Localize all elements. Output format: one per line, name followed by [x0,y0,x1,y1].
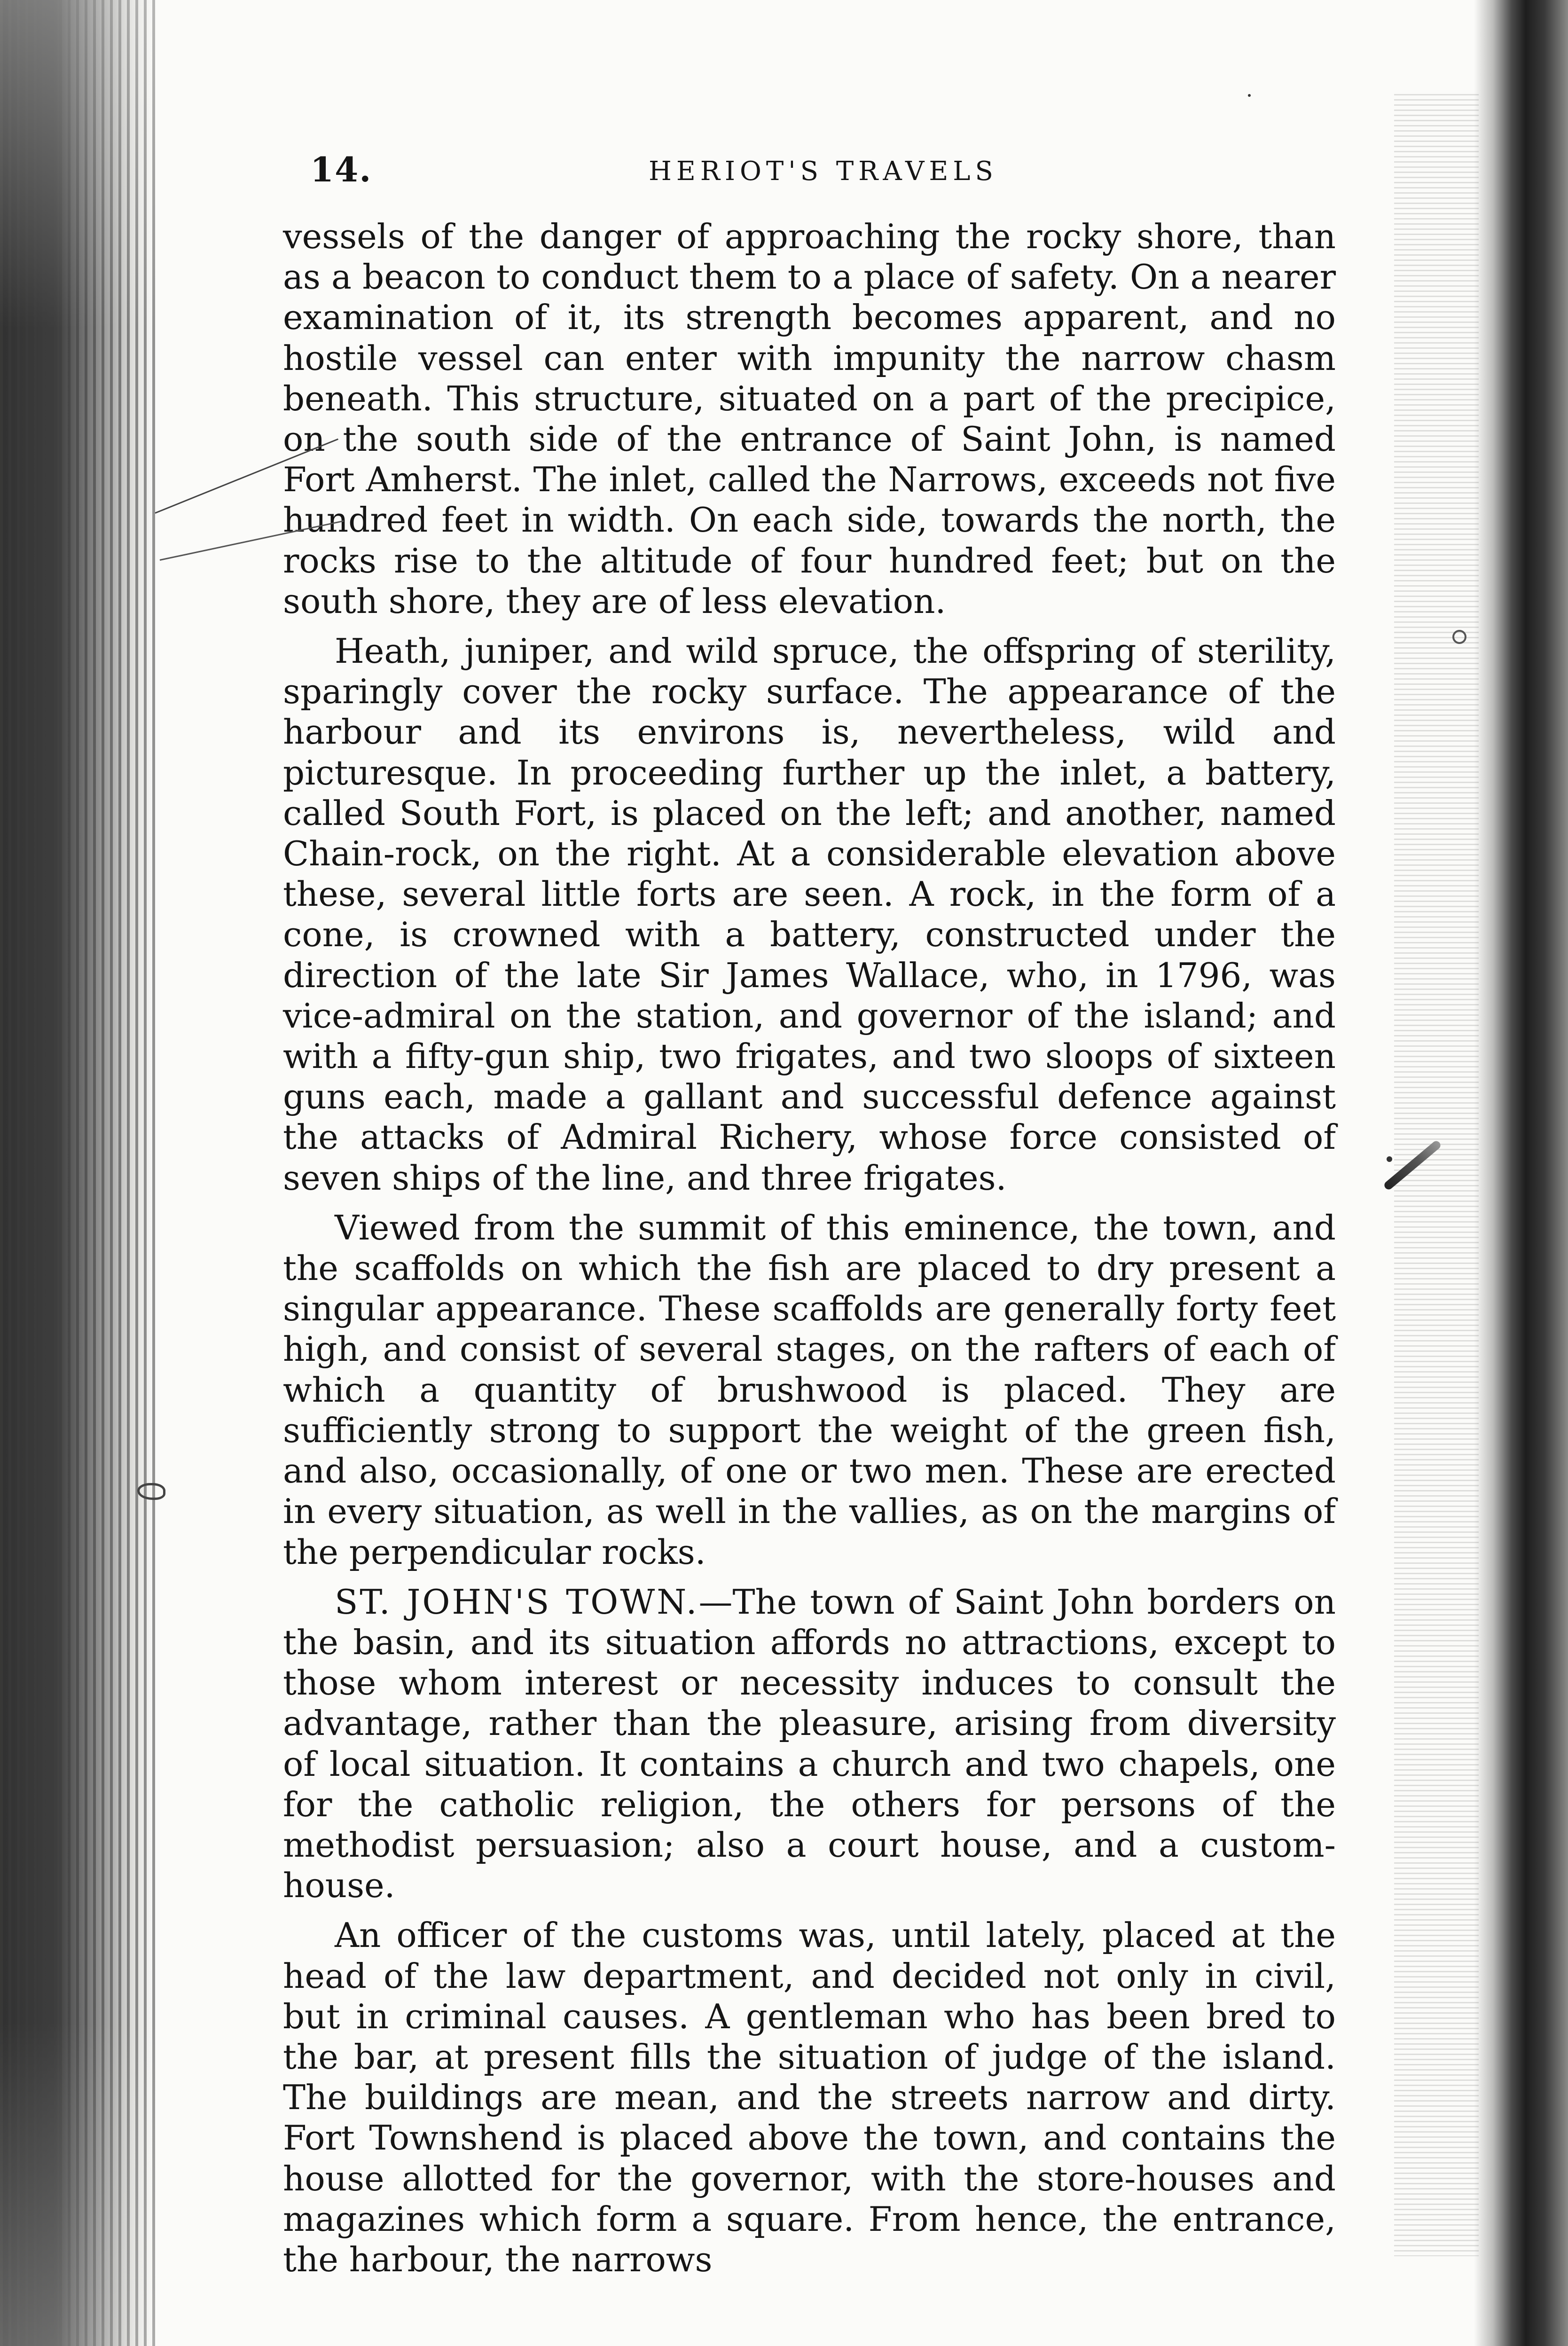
dot-mark [1248,94,1251,97]
page-number: 14. [310,149,372,189]
body-text [283,216,1336,2289]
binding-shadow-fade [0,0,155,2346]
paragraph-4-text: —The town of Saint John borders on the basin, and its situation affords no attractions, except to those whom interest or necessity induces to consult the advantage, rather than the pleasure, arising from diversity of local situation. It contains a church and two chapels, one for the catholic religion, the others for persons of the methodist persuasion; also a court house, and a custom-house. [283,1582,1336,1906]
ring-mark [1452,630,1466,644]
paragraph-5: An officer of the customs was, until lately, placed at the head of the law department, and decided not only in civil, but in criminal causes. A gentleman who has been bred to the bar, at present fills the situation of judge of the island. The buildings are mean, and the streets narrow and dirty. Fort Townshend is placed above the town, and contains the house allotted for the governor, with the store-houses and magazines which form a square. From hence, the entrance, the harbour, the narrows [283,1915,1336,2279]
paragraph-3: Viewed from the summit of this eminence, the town, and the scaffolds on which the fish are placed to dry present a singular appearance. These scaffolds are generally forty feet high, and consist of several stages, on the rafters of each of which a quantity of brushwood is placed. They are sufficiently strong to support the weight of the green fish, and also, occasionally, of one or two men. These are erected in every situation, as well in the vallies, as on the margins of the perpendicular rocks. [283,1208,1336,1572]
running-title: HERIOT'S TRAVELS [649,156,998,187]
paragraph-4 [283,1582,1336,1906]
dot-mark [1387,1156,1392,1162]
page-edge-shadow [1474,0,1568,2346]
paragraph-1: vessels of the danger of approaching the rocky shore, than as a beacon to conduct them to a place of safety. On a nearer examination of it, its strength becomes apparent, and no hostile vessel can enter with impunity the narrow chasm beneath. This structure, situated on a part of the precipice, on the south side of the entrance of Saint John, is named Fort Amherst. The inlet, called the Narrows, exceeds not five hundred feet in width. On each side, towards the north, the rocks rise to the altitude of four hundred feet; but on the south shore, they are of less elevation. [283,217,1336,621]
page-header [310,149,1330,201]
paragraph-2: Heath, juniper, and wild spruce, the offspring of sterility, sparingly cover the rocky surface. The appearance of the harbour and its environs is, nevertheless, wild and picturesque. In proceeding further up the inlet, a battery, called South Fort, is placed on the left; and another, named Chain-rock, on the right. At a considerable elevation above these, several little forts are seen. A rock, in the form of a cone, is crowned with a battery, constructed under the direction of the late Sir James Wallace, who, in 1796, was vice-admiral on the station, and governor of the island; and with a fifty-gun ship, two frigates, and two sloops of sixteen guns each, made a gallant and successful defence against the attacks of Admiral Richery, whose force consisted of seven ships of the line, and three frigates. [283,631,1336,1198]
section-heading: ST. JOHN'S TOWN. [335,1582,699,1622]
